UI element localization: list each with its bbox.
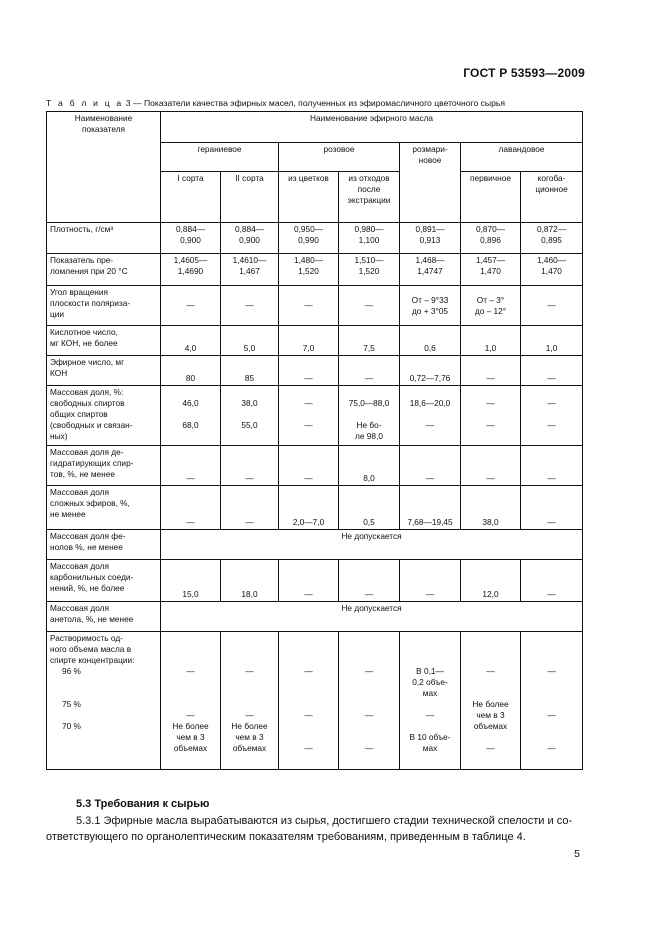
cell: 7,68—19,45	[400, 486, 461, 530]
label-phenols: Массовая доля фе- нолов %, не менее	[47, 530, 161, 560]
cell: —	[221, 446, 279, 486]
cell: —	[521, 560, 583, 602]
cell: 46,0 68,0	[161, 386, 221, 446]
cell: 12,0	[461, 560, 521, 602]
cell: —	[161, 486, 221, 530]
cell: —	[521, 486, 583, 530]
cell: —	[279, 560, 339, 602]
row-acid	[47, 326, 583, 356]
cell: — —	[279, 386, 339, 446]
cell: 18,6—20,0 —	[400, 386, 461, 446]
cell: 38,0 55,0	[221, 386, 279, 446]
cell-solubility-rosemary: В 0,1— 0,2 объе- мах — В 10 объе- мах	[400, 632, 461, 770]
row-carbonyl	[47, 560, 583, 602]
cell: 1,460— 1,470	[521, 254, 583, 286]
cell: 0,872— 0,895	[521, 223, 583, 254]
cell: 7,5	[339, 326, 400, 356]
cell: 0,6	[400, 326, 461, 356]
header-rose: розовое	[279, 143, 400, 172]
cell: 4,0	[161, 326, 221, 356]
cell: —	[161, 446, 221, 486]
cell: 0,5	[339, 486, 400, 530]
cell-solubility-rose-waste: — — —	[339, 632, 400, 770]
cell: —	[461, 356, 521, 386]
cell: 75,0—88,0 Не бо- ле 98,0	[339, 386, 400, 446]
label-refraction: Показатель пре- ломления при 20 °С	[47, 254, 161, 286]
header-rose-flowers: из цветков	[279, 172, 339, 223]
cell-not-allowed: Не допускается	[161, 530, 583, 560]
cell-solubility-lavender-primary: — Не более чем в 3 объемах —	[461, 632, 521, 770]
header-geranium-1: I сорта	[161, 172, 221, 223]
label-density: Плотность, г/см³	[47, 223, 161, 254]
section-heading: 5.3 Требования к сырью	[76, 798, 210, 810]
label-anethole: Массовая доля анетола, %, не менее	[47, 602, 161, 632]
cell: 1,480— 1,520	[279, 254, 339, 286]
cell: 2,0—7,0	[279, 486, 339, 530]
cell: 0,884— 0,900	[161, 223, 221, 254]
row-esters	[47, 486, 583, 530]
label-acid: Кислотное число, мг КОН, не более	[47, 326, 161, 356]
header-lavender: лавандовое	[461, 143, 583, 172]
cell: —	[279, 446, 339, 486]
label-esters: Массовая доля сложных эфиров, %, не менее	[47, 486, 161, 530]
cell: —	[339, 356, 400, 386]
cell: —	[221, 286, 279, 326]
label-carbonyl: Массовая доля карбонильных соеди- нений, %, не более	[47, 560, 161, 602]
cell: — —	[521, 386, 583, 446]
label-ester-number: Эфирное число, мг КОН	[47, 356, 161, 386]
row-anethole	[47, 602, 583, 632]
cell: 8,0	[339, 446, 400, 486]
cell: —	[400, 560, 461, 602]
row-dehydrated	[47, 446, 583, 486]
cell: —	[221, 486, 279, 530]
label-alcohols: Массовая доля, %: свободных спиртов общих спиртов (свободных и связан- ных)	[47, 386, 161, 446]
cell: 85	[221, 356, 279, 386]
cell: —	[161, 286, 221, 326]
cell: 1,0	[461, 326, 521, 356]
cell: 0,980— 1,100	[339, 223, 400, 254]
cell: 15,0	[161, 560, 221, 602]
table-label: Т а б л и ц а	[46, 98, 124, 108]
cell: 0,891— 0,913	[400, 223, 461, 254]
cell: 0,72—7,76	[400, 356, 461, 386]
cell: 0,950— 0,990	[279, 223, 339, 254]
cell: От – 3° до – 12°	[461, 286, 521, 326]
cell: —	[521, 356, 583, 386]
cell-solubility-lavender-cogob: — — —	[521, 632, 583, 770]
cell: —	[339, 286, 400, 326]
row-alcohols	[47, 386, 583, 446]
row-ester-number	[47, 356, 583, 386]
cell: От – 9°33 до + 3°05	[400, 286, 461, 326]
header-indicator: Наименование показателя	[47, 112, 161, 223]
cell: 1,510— 1,520	[339, 254, 400, 286]
cell: —	[461, 446, 521, 486]
header-oil-name: Наименование эфирного масла	[161, 112, 583, 143]
cell: —	[521, 446, 583, 486]
cell: —	[279, 286, 339, 326]
cell: 0,870— 0,896	[461, 223, 521, 254]
cell: 5,0	[221, 326, 279, 356]
cell: 80	[161, 356, 221, 386]
cell-solubility-rose-flowers: — — —	[279, 632, 339, 770]
cell: 1,0	[521, 326, 583, 356]
table-number: 3	[125, 98, 131, 108]
cell: —	[339, 560, 400, 602]
page-number: 5	[574, 848, 580, 860]
row-density	[47, 223, 583, 254]
quality-table	[46, 111, 583, 770]
document-code: ГОСТ Р 53593—2009	[463, 66, 585, 80]
cell: 1,4610— 1,467	[221, 254, 279, 286]
label-rotation: Угол вращения плоскости поляриза- ции	[47, 286, 161, 326]
cell-solubility-geranium-1: — — Не более чем в 3 объемах	[161, 632, 221, 770]
cell: 18,0	[221, 560, 279, 602]
cell: 1,4605— 1,4690	[161, 254, 221, 286]
header-lavender-primary: первичное	[461, 172, 521, 223]
cell: 1,468— 1,4747	[400, 254, 461, 286]
cell: —	[279, 356, 339, 386]
cell: — —	[461, 386, 521, 446]
cell: —	[521, 286, 583, 326]
cell: 7,0	[279, 326, 339, 356]
label-solubility: Растворимость од- ного объема масла в спирте концентрации: 96 % 75 % 70 %	[47, 632, 161, 770]
cell: 0,884— 0,900	[221, 223, 279, 254]
section-paragraph: 5.3.1 Эфирные масла вырабатываются из сырья, достигшего стадии технической спелости и со- ответствующего по органолептическим показателям требованиям, приведенным в таблице 4.	[46, 815, 573, 843]
header-geranium-2: II сорта	[221, 172, 279, 223]
header-rosemary: розмари- новое	[400, 143, 461, 223]
row-solubility	[47, 632, 583, 770]
label-dehydrated: Массовая доля де- гидратирующих спир- тов, %, не менее	[47, 446, 161, 486]
cell: —	[400, 446, 461, 486]
header-rose-waste: из отходов после экстракции	[339, 172, 400, 223]
table-title: — Показатели качества эфирных масел, полученных из эфиромасличного цветочного сырья	[132, 98, 506, 108]
cell-not-allowed: Не допускается	[161, 602, 583, 632]
cell: 38,0	[461, 486, 521, 530]
row-refraction	[47, 254, 583, 286]
row-rotation	[47, 286, 583, 326]
cell: 1,457— 1,470	[461, 254, 521, 286]
cell-solubility-geranium-2: — — Не более чем в 3 объемах	[221, 632, 279, 770]
table-caption	[46, 98, 505, 108]
header-geranium: гераниевое	[161, 143, 279, 172]
row-phenols	[47, 530, 583, 560]
header-lavender-cogob: когоба- ционное	[521, 172, 583, 223]
